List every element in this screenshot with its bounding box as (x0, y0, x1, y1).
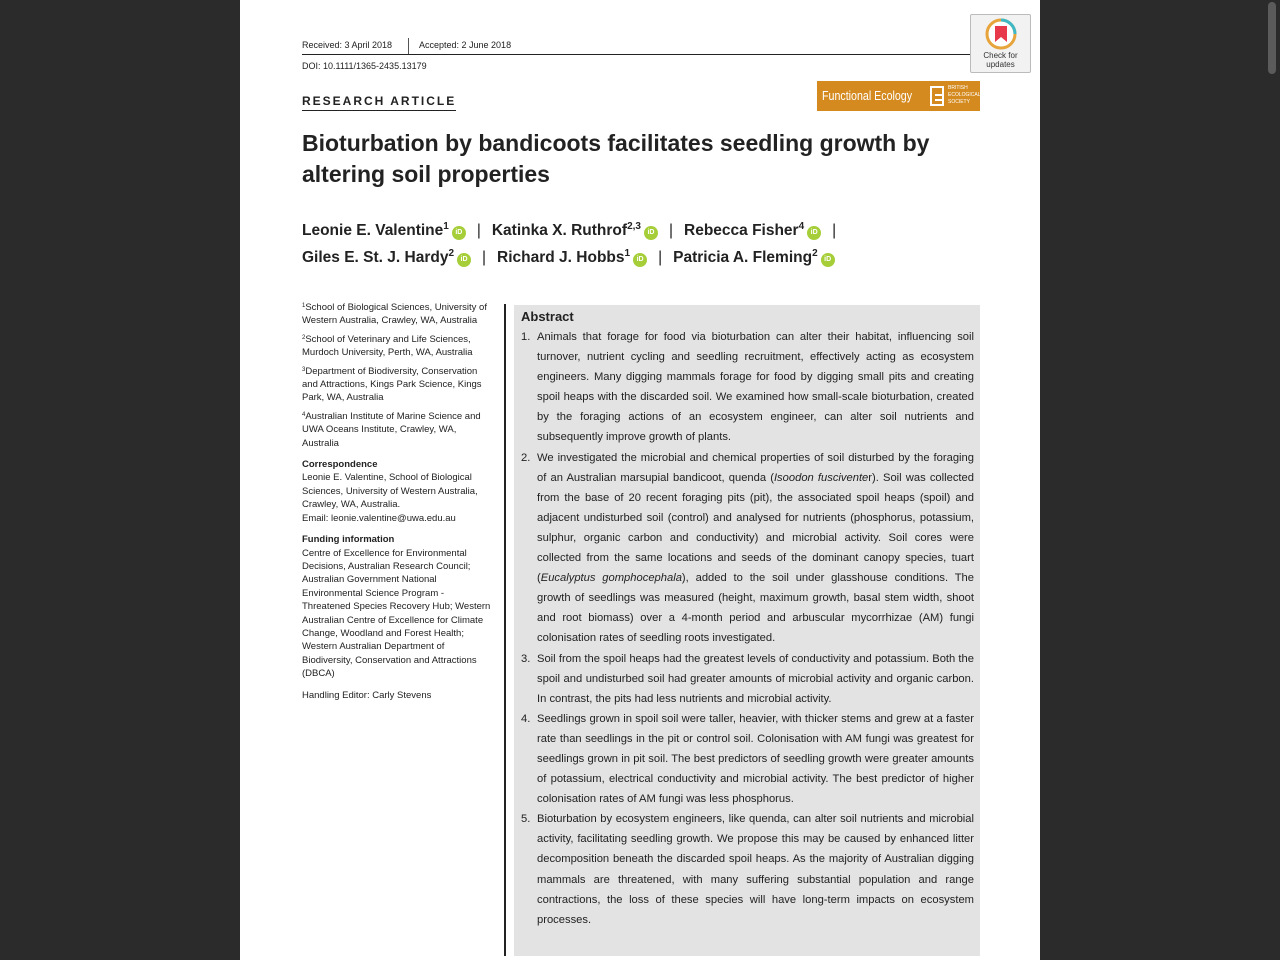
article-sidebar (302, 301, 494, 702)
pdf-page (240, 0, 1040, 960)
abstract-box (514, 305, 980, 956)
funding-heading: Funding information (302, 534, 395, 546)
author: Patricia A. Fleming$^2$ (673, 248, 818, 266)
author: Katinka X. Ruthrof$^{2,3}$ (491, 221, 641, 239)
header-divider (408, 38, 409, 54)
abstract-text: Animals that forage for food via bioturbation can alter their habitat, influencing soil turnover, nutrient cycling and seedling recruitment, effectively acting as ecosystem engineers. Many digging mammals forage for food by digging small pits and creating spoil heaps with the discarded soil. We examined how small-scale bioturbation, created by the foraging actions of an ecosystem engineer, can alter soil nutrients and subsequently improve growth of plants. (537, 331, 974, 444)
abstract-text: r). Soil was collected from the base of 20 recent foraging pits (pit), the associated spoil heaps (spoil) and adjacent undisturbed soil (control) and analysed for nutrients (phosphorus, potassium, sulphur, organic carbon and conductivity) and microbial activity. Soil cores were collected from the same locations and seeds of the dominant canopy species, tuart ( (537, 471, 974, 585)
abstract-list (521, 327, 974, 930)
author-line-2: Giles E. St. J. Hardy$^2$iD | Richard J. Hobbs$^1$iD | Patricia A. Fleming$^2$iD (302, 249, 835, 267)
article-title: Bioturbation by bandicoots facilitates seedling growth by altering soil properties (302, 130, 930, 187)
abstract-heading: Abstract (521, 309, 574, 324)
check-for-updates-label: Check for updates (983, 51, 1018, 69)
orcid-icon[interactable]: iD (807, 226, 821, 240)
abstract-item (521, 709, 974, 809)
received-date: Received: 3 April 2018 (302, 40, 393, 50)
journal-name: Functional Ecology (822, 88, 913, 103)
accepted-date: Accepted: 2 June 2018 (419, 40, 512, 50)
abstract-item-number: 1. (521, 331, 531, 343)
author: Leonie E. Valentine$^1$ (302, 221, 449, 239)
abstract-text: ), added to the soil under glasshouse conditions. The growth of seedlings was measured (height, maximum growth, basal stem width, shoot and root biomass) over a 4-month period and arbuscular mycorrhizae (AM) fungi colonisation rates of seedling roots investigated. (537, 572, 974, 645)
correspondence-address: Leonie E. Valentine, School of Biological Sciences, University of Western Australia, Crawley, WA, Australia. (302, 472, 478, 511)
scrollbar-thumb[interactable] (1268, 2, 1276, 74)
handling-editor: Handling Editor: Carly Stevens (302, 689, 432, 701)
journal-logo (817, 81, 980, 111)
orcid-icon[interactable]: iD (644, 226, 658, 240)
correspondence-heading: Correspondence (302, 459, 378, 471)
abstract-item-number: 5. (521, 813, 531, 826)
abstract-item (521, 327, 974, 448)
affiliation: $^2$School of Veterinary and Life Sciences, Murdoch University, Perth, WA, Australia (302, 333, 473, 359)
doi: DOI: 10.1111/1365-2435.13179 (302, 61, 427, 71)
affiliation: $^1$School of Biological Sciences, University of Western Australia, Crawley, WA, Australia (302, 302, 487, 327)
abstract-item (521, 809, 974, 930)
species-name: Eucalyptus gomphocephala (540, 572, 682, 585)
abstract-item (521, 649, 974, 709)
orcid-icon[interactable]: iD (821, 253, 835, 267)
society-logo-icon (930, 86, 944, 106)
affiliation: $^4$Australian Institute of Marine Science and UWA Oceans Institute, Crawley, WA, Australia (302, 410, 481, 449)
author-line-1: Leonie E. Valentine$^1$iD | Katinka X. Ruthrof$^{2,3}$iD | Rebecca Fisher$^4$iD | (302, 221, 837, 239)
affiliation: $^3$Department of Biodiversity, Conservation and Attractions, Kings Park Science, Kings Park, WA, Australia (302, 365, 482, 404)
abstract-item (521, 448, 974, 649)
author: Richard J. Hobbs$^1$ (497, 248, 631, 266)
orcid-icon[interactable]: iD (457, 253, 471, 267)
crossmark-icon (985, 18, 1017, 50)
abstract-item-number: 4. (521, 712, 531, 725)
abstract-text: Bioturbation by ecosystem engineers, like quenda, can alter soil nutrients and microbial activity, facilitating seedling growth. We propose this may be caused by enhanced litter decomposition beneath the discarded spoil heaps. As the majority of Australian digging mammals are threatened, with many suffering substantial population and range contractions, the loss of these species will have long-term impacts on ecosystem processes. (537, 813, 974, 926)
species-name: Isoodon fuscivente (773, 471, 869, 484)
abstract-item-number: 2. (521, 451, 531, 464)
orcid-icon[interactable]: iD (633, 253, 647, 267)
column-divider (504, 304, 506, 956)
abstract-text: Seedlings grown in spoil soil were taller, heavier, with thicker stems and grew at a faster rate than seedlings in the pit or control soil. Colonisation with AM fungi was greatest for seedlings grown in pit soil. The best predictors of seedling growth were greater amounts of potassium, electrical conductivity and microbial activity. The best predictor of higher colonisation rates of AM fungi was less phosphorus. (537, 712, 974, 806)
funding-text: Centre of Excellence for Environmental Decisions, Australian Research Council; Australian Government National Environmental Science Program - Threatened Species Recovery Hub; Western Australian Centre of Excellence for Climate Change, Woodland and Forest Health; Western Australian Department of Biodiversity, Conservation and Attractions (DBCA) (302, 547, 491, 680)
correspondence-email[interactable]: Email: leonie.valentine@uwa.edu.au (302, 512, 456, 524)
funding (302, 533, 494, 680)
author: Rebecca Fisher$^4$ (684, 221, 805, 239)
orcid-icon[interactable]: iD (452, 226, 466, 240)
article-type: RESEARCH ARTICLE (302, 94, 456, 111)
author: Giles E. St. J. Hardy$^2$ (302, 248, 455, 266)
abstract-text: We investigated the microbial and chemical properties of soil disturbed by the foraging of an Australian marsupial bandicoot, quenda ( (537, 451, 974, 484)
check-for-updates-button[interactable] (970, 14, 1031, 73)
society-name: BRITISH ECOLOGICAL SOCIETY (948, 85, 981, 105)
header-rule (302, 54, 978, 55)
abstract-text: Soil from the spoil heaps had the greatest levels of conductivity and potassium. Both the spoil and undisturbed soil had greater amounts of microbial activity and organic carbon. In contrast, the pits had less nutrients and microbial activity. (537, 652, 974, 705)
abstract-item-number: 3. (521, 652, 531, 665)
correspondence (302, 458, 494, 525)
